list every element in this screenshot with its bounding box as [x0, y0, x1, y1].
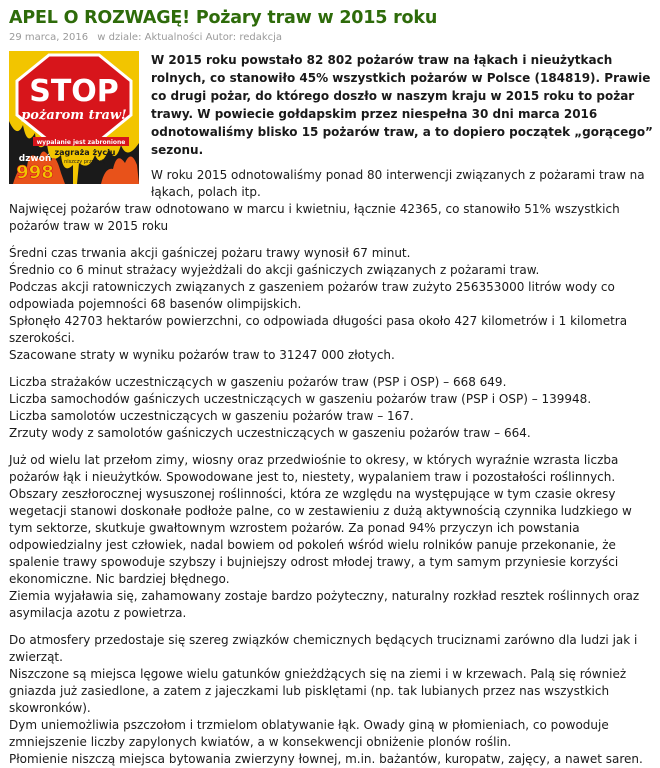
- body-block-2: [9, 632, 659, 768]
- poster-line2-text: zagraża życiu: [54, 148, 116, 157]
- body-paragraph: Ziemia wyjaławia się, zahamowany zostaje bardzo pożyteczny, naturalny rozkład resztek roślinnych oraz asymilacja azotu z powietrza.: [9, 589, 640, 620]
- author-link[interactable]: redakcja: [239, 32, 283, 43]
- body-paragraph: Do atmosfery przedostaje się szereg związków chemicznych będących truciznami zarówno dla ludzi jak i zwierząt.: [9, 633, 638, 664]
- body-paragraph: Już od wielu lat przełom zimy, wiosny oraz przedwiośnie to okresy, w których wyraźnie wzrasta liczba pożarów łąk i nieużytków. Spowodowane jest to, niestety, wypalaniem traw i pozostałości roślinnych. Obszary zeszłorocznej wysuszonej roślinności, która ze względu na występujące w tym czasie okresy wegetacji stanowi doskonałe podłoże palne, co w zestawieniu z dużą aktywnością czynnika ludzkiego w tym sektorze, skutkuje gwałtownym wzrostem pożarów. Za ponad 94% przyczyn ich powstania odpowiedzialny jest człowiek, nadal bowiem od pokoleń wśród wielu rolników panuje przekonanie, że spalenie trawy spowoduje szybszy i bujniejszy odrost młodej trawy, a tym samym przyniesie korzyści ekonomiczne. Nic bardziej błędnego.: [9, 453, 632, 586]
- paragraph-march-april: Najwięcej pożarów traw odnotowano w marcu i kwietniu, łącznie 42365, co stanowiło 51% wszystkich pożarów traw w 2015 roku: [9, 202, 620, 233]
- post-date: 29 marca, 2016: [9, 32, 89, 43]
- stats-block: [9, 245, 659, 364]
- stop-poster-image: [9, 51, 139, 184]
- body-paragraph: Dym uniemożliwia pszczołom i trzmielom oblatywanie łąk. Owady giną w płomieniach, co powoduje zmniejszenie liczby zapylonych kwiatów, a w konsekwencji obniżenie plonów roślin.: [9, 718, 609, 749]
- stat-line: Spłonęło 42703 hektarów powierzchni, co odpowiada długości pasa około 427 kilometrów i 1 kilometra szerokości.: [9, 314, 628, 345]
- poster-line3-text: niszczy przyrodę: [64, 159, 106, 165]
- stat-line: Średnio co 6 minut strażacy wyjeżdżali do akcji gaśniczych związanych z pożarami traw.: [9, 263, 540, 277]
- poster-line1-text: wypalanie jest zabronione: [36, 139, 126, 146]
- category-link[interactable]: Aktualności: [144, 32, 203, 43]
- poster-slogan-text: pożarom traw!: [21, 108, 127, 123]
- body-block-1: [9, 452, 659, 622]
- author-prefix: Autor:: [205, 32, 237, 43]
- count-line: Liczba strażaków uczestniczących w gaszeniu pożarów traw (PSP i OSP) – 668 649.: [9, 375, 507, 389]
- poster-call-text: dzwoń: [18, 154, 52, 164]
- category-prefix: w dziale:: [97, 32, 142, 43]
- article-meta: [9, 31, 659, 45]
- poster-stop-text: STOP: [29, 74, 119, 109]
- body-paragraph: Niszczone są miejsca lęgowe wielu gatunków gnieżdżących się na ziemi i w krzewach. Palą się również gniazda już zasiedlone, a zatem z jajeczkami lub pisklętami (np. tak lubianych przez nas wszystkich skowronków).: [9, 667, 627, 715]
- poster-number-text: 998: [16, 162, 54, 183]
- paragraph-interventions: W roku 2015 odnotowaliśmy ponad 80 interwencji związanych z pożarami traw na łąkach, polach itp.: [151, 168, 645, 199]
- counts-block: [9, 374, 659, 442]
- body-paragraph: Płomienie niszczą miejsca bytowania zwierzyny łownej, m.in. bażantów, kuropatw, zajęcy, a nawet saren.: [9, 752, 643, 766]
- stat-line: Średni czas trwania akcji gaśniczej pożaru trawy wynosił 67 minut.: [9, 246, 411, 260]
- count-line: Liczba samolotów uczestniczących w gaszeniu pożarów traw – 167.: [9, 409, 414, 423]
- lead-paragraph: W 2015 roku powstało 82 802 pożarów traw na łąkach i nieużytkach rolnych, co stanowiło 45% wszystkich pożarów w Polsce (184819). Prawie co drugi pożar, do którego doszło w naszym kraju w 2015 roku to pożar trawy. W powiecie gołdapskim przez niespełna 30 dni marca 2016 odnotowaliśmy blisko 15 pożarów traw, a to dopiero początek „gorącego” sezonu.: [151, 53, 653, 157]
- count-line: Zrzuty wody z samolotów gaśniczych uczestniczących w gaszeniu pożarów traw – 664.: [9, 426, 531, 440]
- stat-line: Szacowane straty w wyniku pożarów traw to 31247 000 złotych.: [9, 348, 395, 362]
- article: [9, 0, 659, 768]
- stat-line: Podczas akcji ratowniczych związanych z gaszeniem pożarów traw zużyto 256353000 litrów wody co odpowiada pojemności 68 basenów olimpijskich.: [9, 280, 615, 311]
- count-line: Liczba samochodów gaśniczych uczestniczących w gaszeniu pożarów traw (PSP i OSP) – 139948.: [9, 392, 592, 406]
- article-title[interactable]: APEL O ROZWAGĘ! Pożary traw w 2015 roku: [9, 8, 438, 28]
- article-content: [9, 51, 659, 768]
